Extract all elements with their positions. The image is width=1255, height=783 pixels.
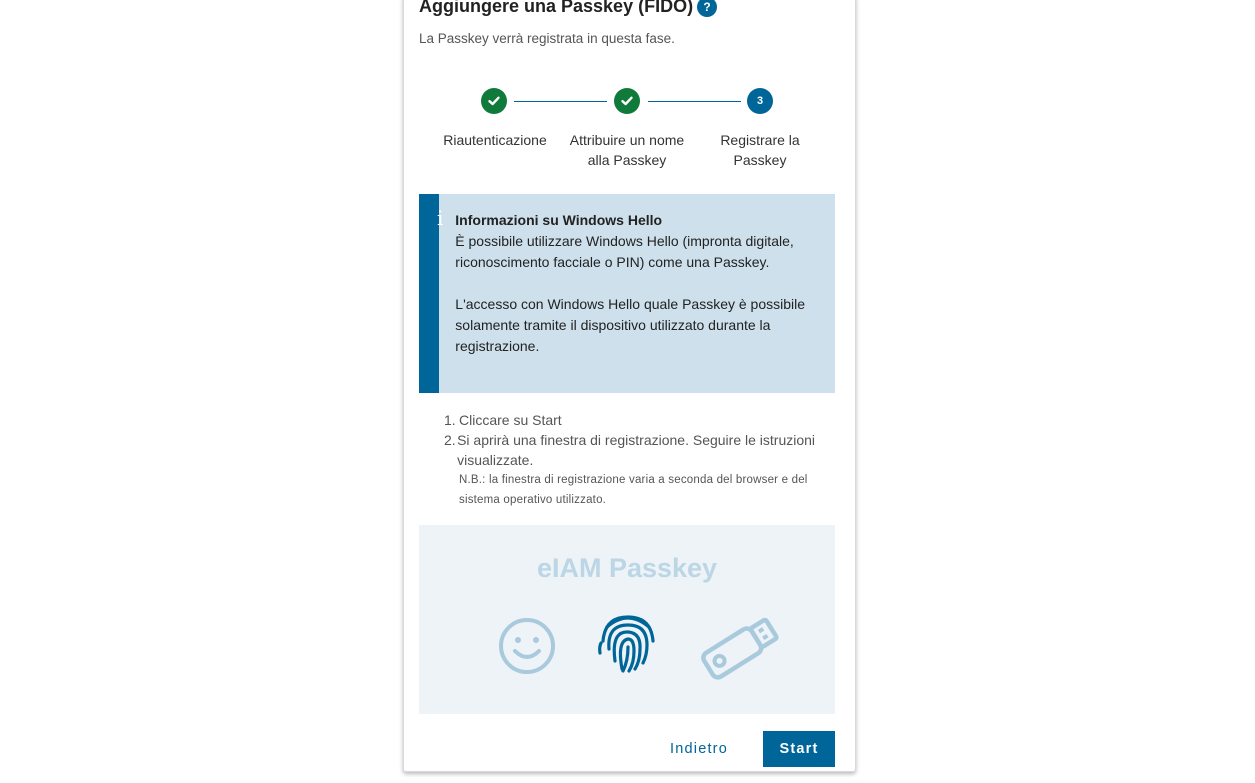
smiley-face-icon [497, 616, 557, 676]
step-1-label [430, 130, 560, 150]
help-icon[interactable]: ? [697, 0, 717, 17]
dialog-title: Aggiungere una Passkey (FIDO) [419, 0, 694, 16]
title-row [419, 0, 717, 17]
step-3-label [700, 130, 820, 170]
info-heading: Informazioni su Windows Hello [455, 212, 663, 228]
info-text [439, 194, 835, 393]
info-paragraph-1: È possibile utilizzare Windows Hello (impronta digitale, riconoscimento facciale o PIN) come una Passkey. [455, 233, 794, 270]
list-item-number: 1. [444, 412, 456, 428]
stepper-connector [648, 101, 741, 102]
list-item-number: 2. [444, 432, 456, 448]
info-paragraph-2: L'accesso con Windows Hello quale Passkey è possibile solamente tramite il dispositivo utilizzato durante la registrazione. [455, 296, 806, 354]
list-item [444, 430, 839, 470]
info-box [419, 194, 835, 393]
step-3-number: 3 [747, 88, 773, 114]
list-item [444, 410, 839, 430]
step-3-label-line2: Passkey [733, 152, 787, 168]
list-item-text: Cliccare su Start [459, 412, 562, 428]
step-2-label-line1: Attribuire un nome [569, 132, 685, 148]
info-icon: i [437, 206, 444, 230]
info-sidebar [419, 194, 444, 393]
note-text: N.B.: la finestra di registrazione varia a seconda del browser e del sistema operativo utilizzato. [459, 474, 808, 506]
stepper-connector [514, 101, 607, 102]
dialog-subtitle: La Passkey verrà registrata in questa fase. [419, 31, 675, 46]
step-2-check-icon [614, 88, 640, 114]
step-2-label-line2: alla Passkey [587, 152, 667, 168]
passkey-dialog [403, 0, 856, 772]
back-button[interactable]: Indietro [670, 741, 728, 757]
fingerprint-icon [597, 611, 659, 675]
passkey-illustration [419, 525, 835, 714]
start-button[interactable]: Start [763, 731, 835, 767]
step-1-label-line1: Riautenticazione [443, 132, 547, 148]
brand-text: eIAM Passkey [536, 553, 718, 583]
step-1-check-icon [481, 88, 507, 114]
step-2-label [557, 130, 697, 170]
usb-key-icon [695, 609, 781, 685]
list-item-text: Si aprirà una finestra di registrazione. Seguire le istruzioni visualizzate. [457, 432, 816, 468]
instruction-list [444, 410, 839, 510]
step-3-label-line1: Registrare la [720, 132, 800, 148]
